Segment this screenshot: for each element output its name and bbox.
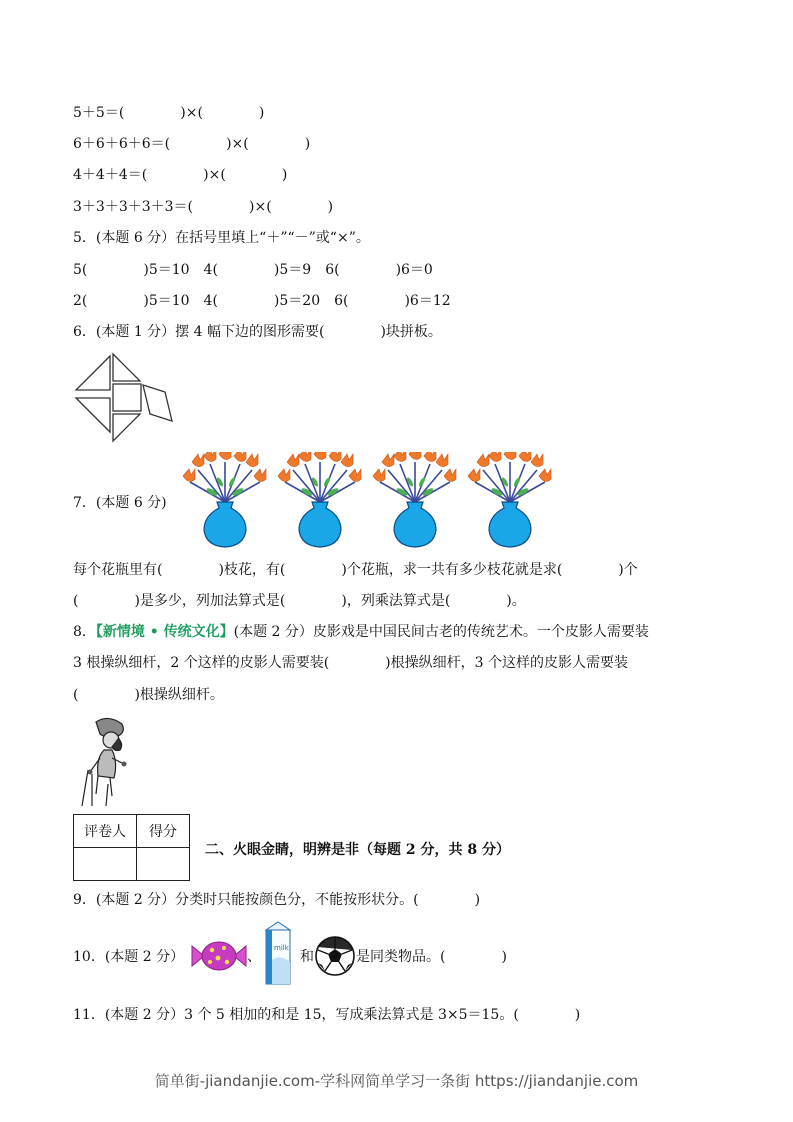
question-5-row-2: 2( )5＝10 4( )5＝20 6( )6＝12 [73, 293, 451, 309]
question-7-line-1: 每个花瓶里有( )枝花，有( )个花瓶，求一共有多少枝花就是求( )个 [73, 562, 638, 578]
section-2-title: 二、火眼金睛，明辨是非（每题 2 分，共 8 分） [205, 842, 510, 858]
equation-line-3: 4＋4＋4＝( )×( ) [73, 167, 288, 183]
milk-carton-icon [260, 920, 296, 986]
question-11: 11．(本题 2 分）3 个 5 相加的和是 15，写成乘法算式是 3×5＝15。( ) [73, 1007, 581, 1023]
score-table-header-score: 得分 [137, 815, 190, 848]
vase-2 [278, 452, 361, 547]
score-table [73, 814, 190, 881]
question-8-tag: 【新情境 • 传统文化】 [95, 624, 234, 640]
question-7-title: 7．(本题 6 分) [73, 495, 167, 511]
question-8-line-1 [73, 622, 649, 642]
score-table-score-cell[interactable] [137, 848, 190, 881]
page-footer: 简单街-jiandanjie.com-学科网简单学习一条街 https://jiandanjie.com [154, 1072, 639, 1090]
shadow-puppet-illustration [78, 714, 140, 806]
question-8-line-3: ( )根操纵细杆。 [73, 687, 224, 703]
vase-3 [373, 452, 456, 547]
flower-vases-illustration [180, 452, 560, 548]
vase-1 [183, 452, 266, 547]
vase-4 [468, 452, 551, 547]
score-table-header-grader: 评卷人 [74, 815, 137, 848]
question-5-row-1: 5( )5＝10 4( )5＝9 6( )6＝0 [73, 262, 433, 278]
question-7-line-2: ( )是多少，列加法算式是( )，列乘法算式是( )。 [73, 593, 526, 609]
equation-line-4: 3＋3＋3＋3＋3＝( )×( ) [73, 199, 334, 215]
question-6-title: 6．(本题 1 分）摆 4 幅下边的图形需要( )块拼板。 [73, 324, 442, 340]
question-8-line-2: 3 根操纵细杆，2 个这样的皮影人需要装( )根操纵细杆，3 个这样的皮影人需要装 [73, 655, 628, 671]
tangram-figure [72, 352, 176, 444]
question-10-suffix: 是同类物品。( ) [356, 949, 507, 965]
milk-carton-label: milk [274, 944, 289, 952]
question-8-number: 8． [73, 624, 96, 640]
question-10-separator-1: 、 [247, 949, 261, 965]
equation-line-2: 6＋6＋6＋6＝( )×( ) [73, 136, 311, 152]
candy-icon [190, 936, 248, 976]
soccer-ball-icon [314, 935, 356, 977]
question-9: 9．(本题 2 分）分类时只能按颜色分，不能按形状分。( ) [73, 892, 481, 908]
question-10-prefix: 10．(本题 2 分） [73, 949, 185, 965]
question-8-text: (本题 2 分）皮影戏是中国民间古老的传统艺术。一个皮影人需要装 [233, 624, 649, 640]
equation-line-1: 5＋5＝( )×( ) [73, 105, 265, 121]
question-10-separator-2: 和 [300, 949, 314, 965]
question-5-title: 5．(本题 6 分）在括号里填上“＋”“－”或“×”。 [73, 230, 370, 246]
score-table-grader-cell[interactable] [74, 848, 137, 881]
